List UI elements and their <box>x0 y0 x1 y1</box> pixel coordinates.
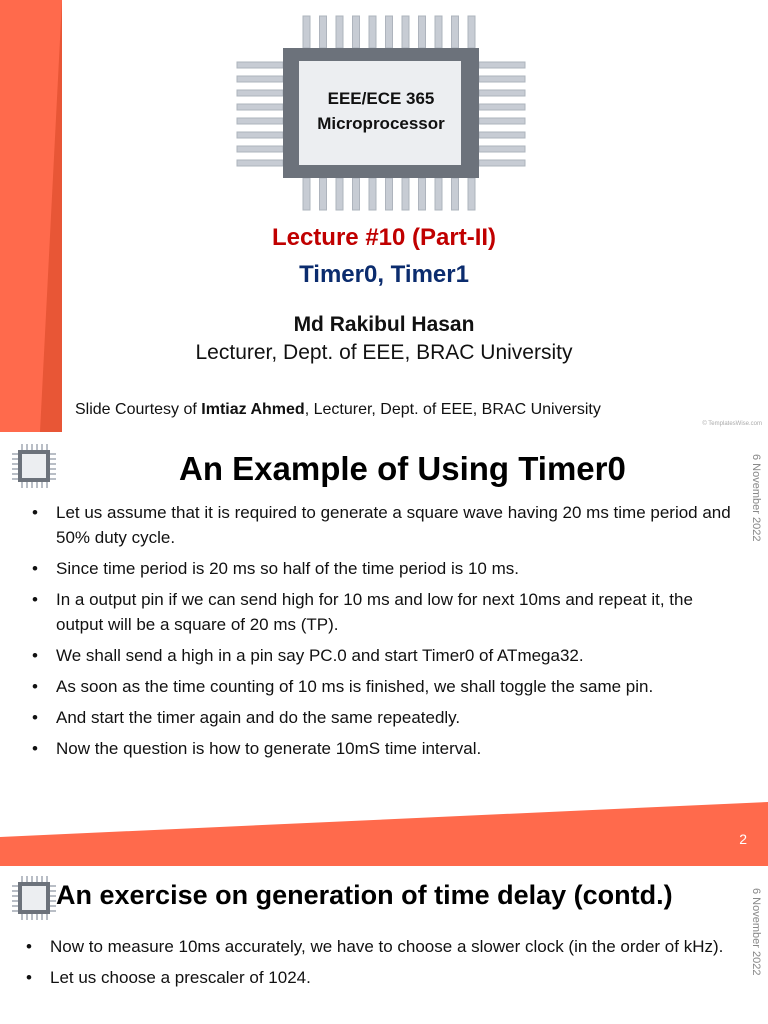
bullet-list <box>26 500 742 767</box>
bullet-item <box>26 674 742 699</box>
content-slide-timer0 <box>0 432 768 866</box>
bullet-marker: • <box>32 739 38 758</box>
bullet-marker: • <box>32 708 38 727</box>
bullet-item <box>26 736 742 761</box>
bullet-item <box>26 587 742 637</box>
slide-heading: An Example of Using Timer0 <box>179 450 626 487</box>
slide-heading: An exercise on generation of time delay (contd.) <box>56 880 673 910</box>
content-slide-time-delay <box>0 866 768 1024</box>
bullet-item <box>26 556 742 581</box>
lecture-subtitle: Timer0, Timer1 <box>299 261 469 288</box>
bullet-text: And start the timer again and do the same repeatedly. <box>56 708 461 727</box>
bullet-marker: • <box>32 503 38 522</box>
bullet-text: As soon as the time counting of 10 ms is finished, we shall toggle the same pin. <box>56 677 654 696</box>
bullet-text: We shall send a high in a pin say PC.0 and start Timer0 of ATmega32. <box>56 646 584 665</box>
courtesy-name: Imtiaz Ahmed <box>201 401 305 418</box>
bullet-marker: • <box>26 937 32 956</box>
bullet-text: Now the question is how to generate 10mS time interval. <box>56 739 482 758</box>
bullet-item <box>20 965 732 990</box>
title-slide <box>0 0 768 432</box>
bullet-list <box>20 934 732 996</box>
slide-date: 6 November 2022 <box>750 454 762 542</box>
bullet-item <box>26 643 742 668</box>
bullet-marker: • <box>32 677 38 696</box>
bullet-item <box>26 705 742 730</box>
bullet-marker: • <box>32 559 38 578</box>
chip-icon <box>12 444 56 488</box>
author-affiliation: Lecturer, Dept. of EEE, BRAC University <box>195 341 573 364</box>
bullet-text: Let us assume that it is required to generate a square wave having 20 ms time period and 50% duty cycle. <box>56 503 731 547</box>
slide-date: 6 November 2022 <box>750 888 762 976</box>
watermark: © TemplatesWise.com <box>702 421 762 427</box>
lecture-title: Lecture #10 (Part-II) <box>271 224 497 251</box>
chip-icon <box>12 876 56 920</box>
page-number: 2 <box>739 831 747 847</box>
slide-courtesy: Slide Courtesy of Imtiaz Ahmed, Lecturer, Dept. of EEE, BRAC University <box>75 401 601 418</box>
bullet-marker: • <box>26 968 32 987</box>
bullet-text: Now to measure 10ms accurately, we have to choose a slower clock (in the order of kHz). <box>50 937 724 956</box>
course-name: EEE/ECE 365 Microprocessor <box>317 89 445 133</box>
bullet-item <box>20 934 732 959</box>
bullet-marker: • <box>32 590 38 609</box>
bullet-text: Let us choose a prescaler of 1024. <box>50 968 311 987</box>
bullet-marker: • <box>32 646 38 665</box>
bullet-item <box>26 500 742 550</box>
bullet-text: Since time period is 20 ms so half of the time period is 10 ms. <box>56 559 519 578</box>
bullet-text: In a output pin if we can send high for 10 ms and low for next 10ms and repeat it, the output will be a square of 20 ms (TP). <box>56 590 693 634</box>
author-name: Md Rakibul Hasan <box>293 313 475 336</box>
